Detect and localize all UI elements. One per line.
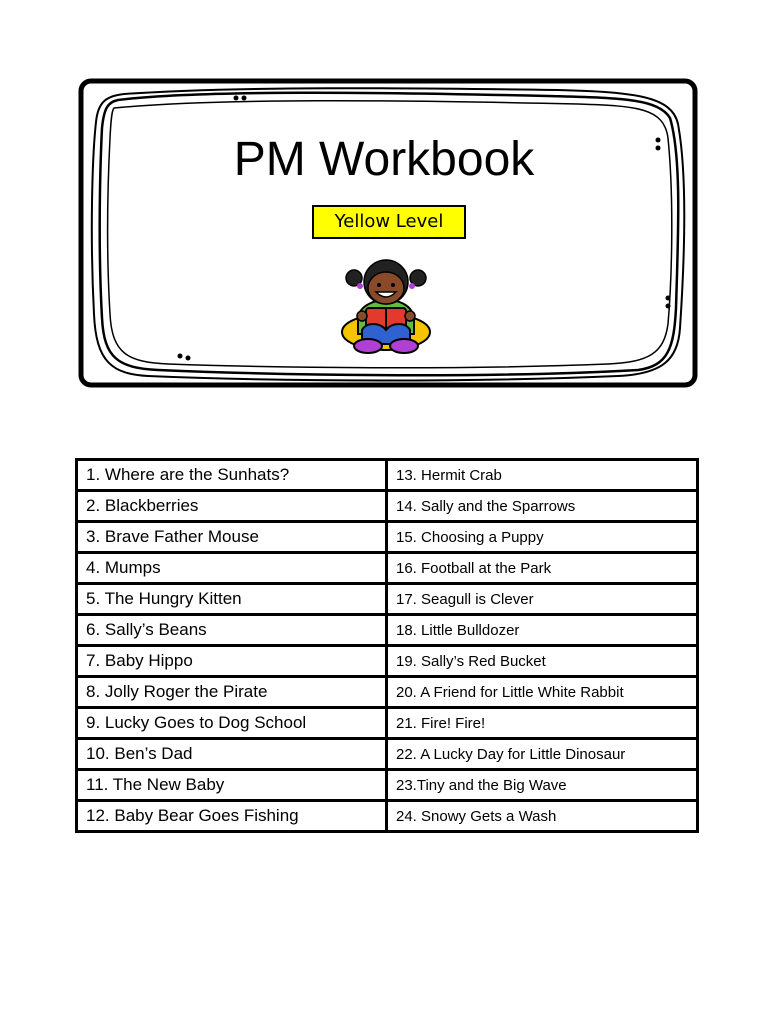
book-title: 22. A Lucky Day for Little Dinosaur [387, 739, 698, 770]
table-row [77, 553, 698, 584]
page-title: PM Workbook [233, 133, 535, 186]
book-title: 17. Seagull is Clever [387, 584, 698, 615]
book-title: 7. Baby Hippo [77, 646, 387, 677]
book-title: 15. Choosing a Puppy [387, 522, 698, 553]
level-badge: Yellow Level [312, 205, 466, 239]
book-title: 12. Baby Bear Goes Fishing [77, 801, 387, 832]
reading-girl-illustration [336, 256, 436, 356]
book-title: 1. Where are the Sunhats? [77, 460, 387, 491]
table-row [77, 615, 698, 646]
book-title: 3. Brave Father Mouse [77, 522, 387, 553]
book-title: 9. Lucky Goes to Dog School [77, 708, 387, 739]
book-title: 5. The Hungry Kitten [77, 584, 387, 615]
table-row [77, 584, 698, 615]
book-title: 23.Tiny and the Big Wave [387, 770, 698, 801]
book-title: 11. The New Baby [77, 770, 387, 801]
book-title: 19. Sally’s Red Bucket [387, 646, 698, 677]
book-title: 16. Football at the Park [387, 553, 698, 584]
table-row [77, 491, 698, 522]
book-title: 8. Jolly Roger the Pirate [77, 677, 387, 708]
table-row [77, 801, 698, 832]
book-title: 20. A Friend for Little White Rabbit [387, 677, 698, 708]
table-row [77, 708, 698, 739]
table-row [77, 460, 698, 491]
book-title: 10. Ben’s Dad [77, 739, 387, 770]
table-row [77, 739, 698, 770]
table-row [77, 677, 698, 708]
book-list-table [75, 458, 699, 833]
table-row [77, 770, 698, 801]
book-title: 21. Fire! Fire! [387, 708, 698, 739]
book-title: 13. Hermit Crab [387, 460, 698, 491]
book-title: 14. Sally and the Sparrows [387, 491, 698, 522]
table-row [77, 646, 698, 677]
book-title: 2. Blackberries [77, 491, 387, 522]
book-title: 18. Little Bulldozer [387, 615, 698, 646]
book-title: 24. Snowy Gets a Wash [387, 801, 698, 832]
book-title: 6. Sally’s Beans [77, 615, 387, 646]
book-title: 4. Mumps [77, 553, 387, 584]
table-row [77, 522, 698, 553]
